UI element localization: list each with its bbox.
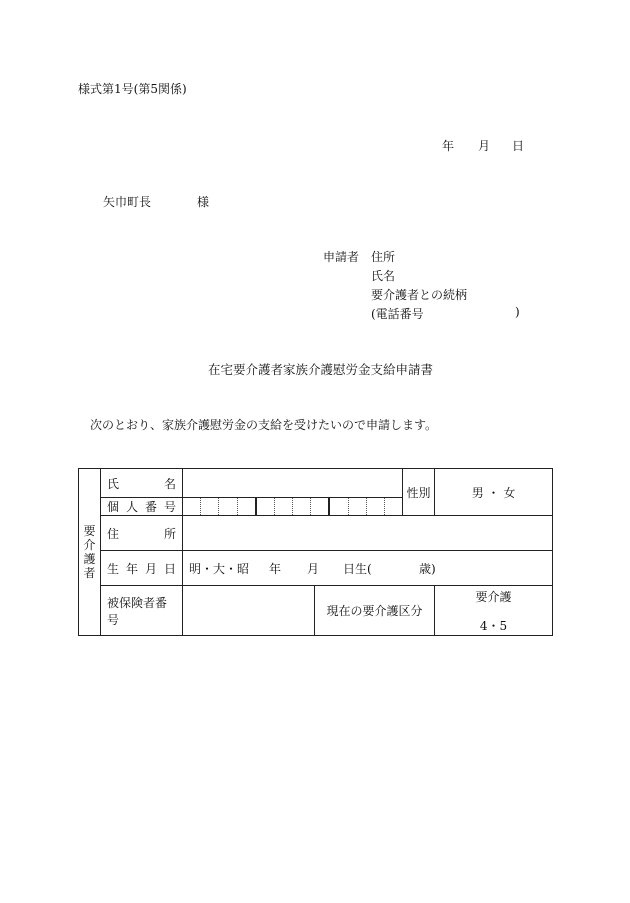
- side-label-char: 介: [83, 538, 96, 552]
- number-label-char: 番: [144, 500, 157, 514]
- side-label-char: 要: [83, 524, 96, 538]
- digit-box[interactable]: [219, 498, 237, 515]
- birth-day-label: 日生(: [343, 562, 372, 576]
- date-day-label: 日: [512, 139, 525, 153]
- insured-number-label: 被保険者番号: [101, 586, 183, 636]
- date-year-label: 年: [442, 139, 455, 153]
- date-month-label: 月: [478, 139, 491, 153]
- digit-box[interactable]: [201, 498, 219, 515]
- digit-box[interactable]: [367, 498, 385, 515]
- birth-eras[interactable]: 明・大・昭: [189, 562, 250, 576]
- birth-label-char: 生: [107, 561, 120, 576]
- applicant-name-label: 氏名: [371, 269, 396, 283]
- gender-options[interactable]: 男 ・ 女: [435, 469, 553, 516]
- name-label-char: 名: [163, 476, 176, 491]
- side-label: [79, 469, 101, 636]
- birth-age-label: 歳): [419, 562, 436, 576]
- address-label-char: 住: [107, 526, 120, 541]
- address-field[interactable]: [183, 516, 553, 551]
- care-recipient-table: [78, 468, 553, 636]
- birth-label-char: 日: [163, 561, 176, 576]
- name-label-char: 氏: [107, 476, 120, 491]
- care-level-options[interactable]: 4・5: [479, 618, 508, 633]
- care-level-label: 現在の要介護区分: [315, 586, 435, 636]
- applicant-relation-label: 要介護者との続柄: [371, 288, 468, 302]
- digit-box[interactable]: [238, 498, 257, 515]
- care-level-value: 要介護: [475, 589, 512, 604]
- number-label-char: 個: [107, 500, 120, 514]
- form-number: 様式第1号(第5関係): [78, 82, 187, 96]
- side-label-char: 者: [83, 566, 96, 580]
- number-label-cell: [101, 498, 183, 516]
- number-label-char: 人: [125, 500, 138, 514]
- care-level-field[interactable]: [435, 586, 553, 636]
- number-label-char: 号: [163, 500, 176, 514]
- digit-box[interactable]: [311, 498, 330, 515]
- birth-year-label: 年: [269, 562, 282, 576]
- digit-box[interactable]: [183, 498, 201, 515]
- digit-box[interactable]: [385, 498, 402, 515]
- name-field[interactable]: [183, 469, 403, 498]
- document-title: 在宅要介護者家族介護慰労金支給申請書: [208, 362, 434, 377]
- digit-box[interactable]: [257, 498, 275, 515]
- honorific: 様: [197, 195, 210, 209]
- digit-box[interactable]: [293, 498, 311, 515]
- birth-month-label: 月: [307, 562, 320, 576]
- digit-box[interactable]: [330, 498, 348, 515]
- birth-label-cell: [101, 551, 183, 586]
- name-label-cell: [101, 469, 183, 498]
- insured-number-field[interactable]: [183, 586, 315, 636]
- digit-box[interactable]: [349, 498, 367, 515]
- gender-label: 性別: [403, 469, 435, 516]
- addressee: 矢巾町長: [103, 195, 152, 209]
- applicant-address-label: 住所: [371, 250, 396, 264]
- address-label-cell: [101, 516, 183, 551]
- applicant-phone-close: ): [515, 305, 520, 319]
- birth-date-field[interactable]: [183, 551, 553, 586]
- applicant-phone-label: (電話番号: [371, 307, 424, 321]
- body-text: 次のとおり、家族介護慰労金の支給を受けたいので申請します。: [90, 418, 438, 432]
- address-label-char: 所: [163, 526, 176, 541]
- birth-label-char: 年: [125, 561, 138, 576]
- applicant-label: 申請者: [323, 250, 360, 264]
- side-label-char: 護: [83, 552, 96, 566]
- digit-box[interactable]: [275, 498, 293, 515]
- personal-number-field[interactable]: [183, 498, 403, 516]
- birth-label-char: 月: [144, 561, 157, 576]
